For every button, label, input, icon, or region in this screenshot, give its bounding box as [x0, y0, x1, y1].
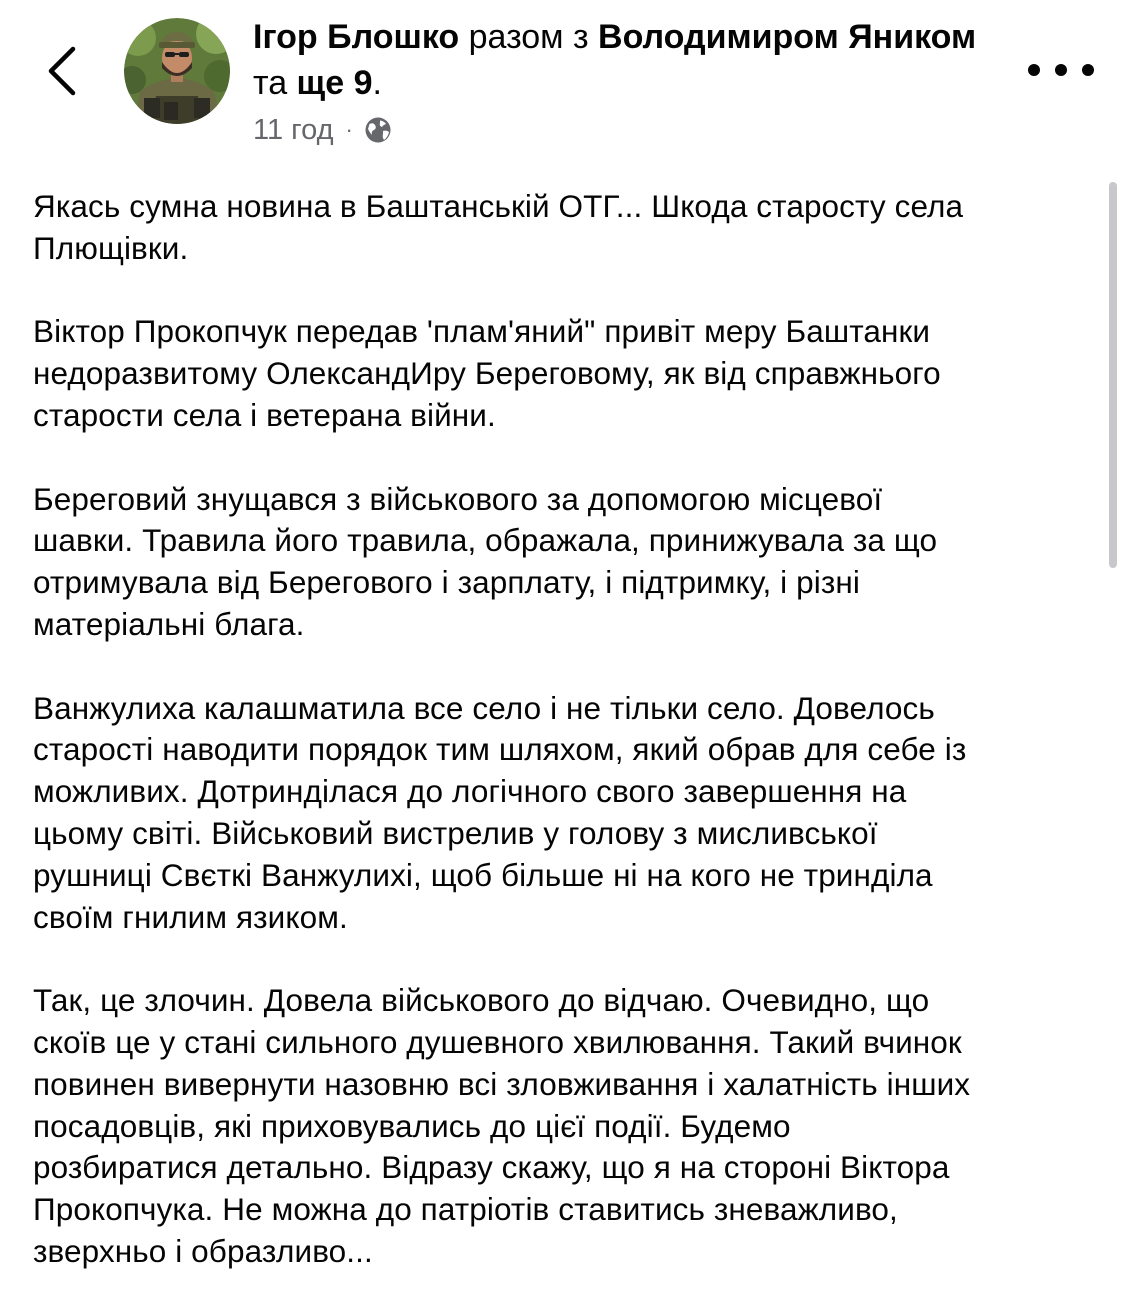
chevron-left-icon — [45, 45, 79, 97]
more-options-button[interactable] — [1028, 52, 1094, 88]
post-paragraph: Якась сумна новина в Баштанській ОТГ... Шкода старосту села Плющівки. — [33, 188, 964, 266]
author-line — [253, 14, 1023, 106]
tagged-person-link[interactable]: Володимиром Яником — [598, 18, 977, 56]
back-button[interactable] — [30, 36, 94, 106]
post-header — [0, 0, 1125, 160]
globe-icon[interactable] — [363, 115, 393, 145]
more-dots-icon — [1082, 64, 1094, 76]
post-meta — [253, 110, 393, 150]
with-word: разом з — [459, 18, 599, 56]
and-word: та — [253, 64, 297, 102]
post-paragraph: Береговий знущався з військового за допомогою місцевої шавки. Травила його травила, ображала, принижувала за що отримувала від Берегового і зарплату, і підтримку, і різні матеріальні блага. — [33, 480, 938, 642]
avatar-photo — [124, 18, 230, 124]
post-paragraph: Так, це злочин. Довела військового до відчаю. Очевидно, що скоїв це у стані сильного душевного хвилювання. Такий вчинок повинен вивернути назовню всі зловживання і халатність інших посадовців, які приховувались до цієї події. Будемо розбиратися детально. Відразу скажу, що я на стороні Віктора Прокопчука. Не можна до патріотів ставитись зневажливо, зверхньо і образливо... — [33, 982, 971, 1269]
others-link[interactable]: ще 9 — [296, 64, 373, 102]
more-dots-icon — [1055, 64, 1067, 76]
author-avatar[interactable] — [124, 18, 230, 124]
period: . — [372, 64, 382, 102]
scrollbar[interactable] — [1109, 182, 1117, 568]
meta-separator: · — [345, 117, 353, 142]
post-text — [33, 186, 1093, 1315]
more-dots-icon — [1028, 64, 1040, 76]
post-paragraph: Віктор Прокопчук передав 'плам'яний" привіт меру Баштанки недоразвитому ОлександИру Береговому, як від справжнього старости села і ветерана війни. — [33, 313, 941, 433]
post-time[interactable]: 11 год — [253, 113, 334, 146]
post-paragraph: Ванжулиха калашматила все село і не тільки село. Довелось старості наводити порядок тим шляхом, який обрав для себе із можливих. Дотринділася до логічного свого завершення на цьому світі. Військовий вистрелив у голову з мисливської рушниці Свєткі Ванжулихі, щоб більше ні на кого не тринділа своїм гнилим язиком. — [33, 689, 967, 935]
author-name-link[interactable]: Ігор Блошко — [253, 18, 460, 56]
